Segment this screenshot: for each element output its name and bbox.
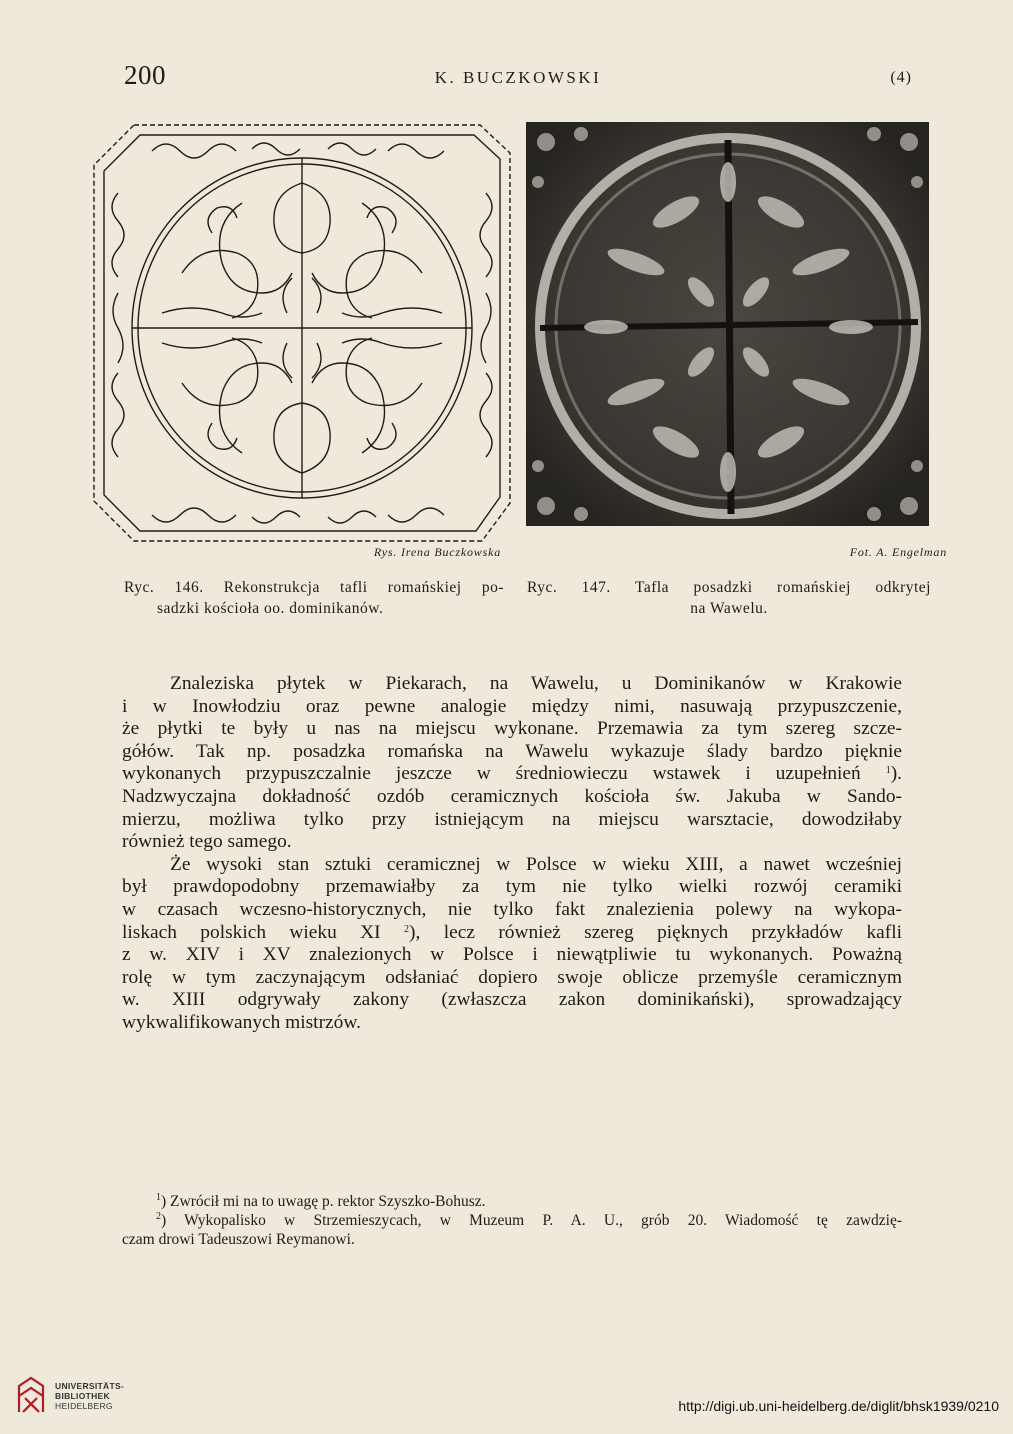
figure-146-drawing (92, 123, 512, 543)
footnote-mark: 2 (156, 1211, 161, 1222)
page-number: 200 (124, 60, 166, 90)
caption-line: Ryc. 147. Tafla posadzki romańskiej odkrytej (527, 579, 931, 596)
footnote-1 (122, 1192, 902, 1211)
text-line: z w. XIV i XV znalezionych w Polsce i niewątpliwie tu wykonanych. Poważną (122, 944, 902, 966)
footnote-mark: 1 (156, 1192, 161, 1203)
footnote-2 (122, 1211, 902, 1230)
tile-reconstruction-drawing (92, 123, 512, 543)
footnotes (122, 1192, 902, 1249)
text-segment: ), lecz również szereg pięknych przykładów kafli (409, 921, 902, 943)
caption-line: na Wawelu. (690, 600, 768, 617)
source-url[interactable]: http://digi.ub.uni-heidelberg.de/diglit/bhsk1939/0210 (678, 1398, 999, 1414)
text-line: mierzu, możliwa tylko przy istniejącym na miejscu warsztacie, dowodziłaby (122, 808, 902, 830)
text-segment: liskach polskich wieku XI (122, 921, 381, 943)
text-line: rolę w tym zaczynającym odsłaniać dopiero swoje oblicze przemyśle ceramicznym (122, 966, 902, 988)
text-line: Że wysoki stan sztuki ceramicznej w Polsce w wieku XIII, a nawet wcześniej (170, 853, 902, 875)
figure-147-caption (527, 577, 931, 619)
text-line: Znaleziska płytek w Piekarach, na Wawelu, u Dominikanów w Krakowie (170, 673, 902, 694)
library-name-line: UNIVERSITÄTS- (55, 1381, 125, 1391)
section-number: (4) (890, 69, 912, 86)
library-logo (13, 1376, 133, 1416)
running-title-author: K. BUCZKOWSKI (434, 68, 602, 87)
text-line: i w Inowłodziu oraz pewne analogie między nimi, nasuwają przypuszczenie, (122, 695, 902, 717)
text-line: wykwalifikowanych mistrzów. (122, 1011, 361, 1033)
footnote-ref-1: 1 (885, 765, 891, 777)
tile-photograph (526, 122, 929, 526)
library-name-line: BIBLIOTHEK (55, 1391, 110, 1401)
library-name-line: HEIDELBERG (55, 1401, 113, 1411)
figure-146-credit: Rys. Irena Buczkowska (373, 545, 501, 559)
figure-147-credit: Fot. A. Engelman (849, 545, 947, 559)
text-line: w. XIII odgrywały zakony (zwłaszcza zakon dominikański), sprowadzający (122, 989, 902, 1011)
text-line (122, 763, 902, 786)
text-line (122, 922, 902, 945)
caption-line: Ryc. 146. Rekonstrukcja tafli romańskiej po- (124, 579, 504, 596)
footnote-text: ) Wykopalisko w Strzemieszycach, w Muzeum P. A. U., grób 20. Wiadomość tę zawdzię- (161, 1212, 902, 1229)
figure-147-photograph (526, 122, 929, 526)
text-segment: ). (890, 763, 902, 785)
figure-146-caption (124, 577, 504, 619)
text-line: Nadzwyczajna dokładność ozdób ceramicznych kościoła św. Jakuba w Sando- (122, 785, 902, 807)
body-text (122, 673, 902, 1035)
text-line: gółów. Tak np. posadzka romańska na Wawelu wykazuje ślady bardzo pięknie (122, 740, 902, 762)
footnote-text: ) Zwrócił mi na to uwagę p. rektor Szyszko-Bohusz. (161, 1193, 486, 1210)
text-line: że płytki te były u nas na miejscu wykonane. Przemawia za tym szereg szcze- (122, 718, 902, 740)
text-line: w czasach wczesno-historycznych, nie tylko fakt znalezienia polewy na wykopa- (122, 898, 902, 920)
footnote-2-continuation: czam drowi Tadeuszowi Reymanowi. (122, 1231, 355, 1248)
text-segment: wykonanych przypuszczalnie jeszcze w średniowieczu wstawek i uzupełnień (122, 763, 861, 785)
running-header (124, 60, 912, 96)
footnote-ref-2: 2 (404, 923, 410, 935)
text-line: był prawdopodobny przemawiałby za tym nie tylko wielki rozwój ceramiki (122, 876, 902, 898)
university-library-seal-icon (13, 1376, 49, 1416)
text-line: również tego samego. (122, 831, 292, 853)
library-name (55, 1381, 124, 1411)
caption-line: sadzki kościoła oo. dominikanów. (157, 600, 384, 617)
